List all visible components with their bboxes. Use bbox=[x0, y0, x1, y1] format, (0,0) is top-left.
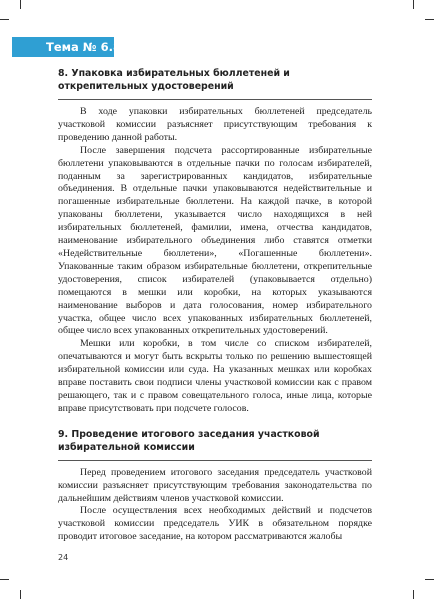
crop-mark-top-right-h bbox=[425, 19, 434, 20]
crop-mark-bottom-right-v bbox=[413, 590, 414, 599]
page-number: 24 bbox=[58, 553, 69, 562]
crop-mark-top-right-v bbox=[413, 0, 414, 9]
crop-mark-bottom-left-h bbox=[0, 579, 9, 580]
section-9-rule bbox=[58, 460, 372, 461]
section-9-paragraph-2: После осуществления всех необходимых действий и подсчетов участковой комиссии председатель УИК в обязательном порядке проводит итоговое заседание, на котором рассматриваются жалобы bbox=[58, 505, 372, 543]
section-8-paragraph-2: После завершения подсчета рассортированные избирательные бюллетени упаковываются в отдельные пачки по голосам избирателей, поданным за зарегистрированных кандидатов, избирательные объединения. В отдельные пачки упаковываются недействительные и погашенные избирательные бюллетени. На каждой пачке, в которой упакованы бюллетени, указывается число находящихся в ней избирательных бюллетеней, фамилии, имена, отчества кандидатов, наименование избирательного объединения либо ставятся отметки «Недействительные бюллетени», «Погашенные бюллетени». Упакованные таким образом избирательные бюллетени, открепительные удостоверения, список избирателей (упаковывается отдельно) помещаются в мешки или коробки, на которых указываются наименование выборов и дата голосования, номер избирательного участка, общее число всех упакованных избирательных бюллетеней, общее число всех упакованных открепительных удостоверений. bbox=[58, 144, 372, 337]
topic-label: Тема № 6.8 bbox=[12, 37, 114, 57]
section-9-heading: 9. Проведение итогового заседания участковой избирательной комиссии bbox=[58, 428, 320, 453]
section-8-heading: 8. Упаковка избирательных бюллетеней и открепительных удостоверений bbox=[58, 68, 290, 92]
crop-mark-bottom-right-h bbox=[425, 579, 434, 580]
section-9-paragraph-1: Перед проведением итогового заседания председатель участковой комиссии разъясняет присутствующим требования законодательства по дальнейшим действиям членов участковой комиссии. bbox=[58, 466, 372, 504]
section-8-paragraph-1: В ходе упаковки избирательных бюллетеней председатель участковой комиссии разъясняет присутствующим требования к проведению данной работы. bbox=[58, 106, 372, 143]
crop-mark-bottom-left-v bbox=[20, 590, 21, 599]
section-gap bbox=[58, 416, 372, 428]
crop-mark-top-left-h bbox=[0, 19, 9, 20]
section-8-rule bbox=[58, 99, 372, 100]
section-8-paragraph-3: Мешки или коробки, в том числе со списком избирателей, опечатываются и могут быть вскрыты только по решению вышестоящей избирательной комиссии или суда. На указанных мешках или коробках вправе поставить свои подписи члены участковой комиссии как с правом решающего, так и с правом совещательного голоса, иные лица, которые вправе присутствовать при подсчете голосов. bbox=[58, 338, 372, 414]
crop-mark-top-left-v bbox=[20, 0, 21, 9]
page-content bbox=[58, 67, 372, 544]
